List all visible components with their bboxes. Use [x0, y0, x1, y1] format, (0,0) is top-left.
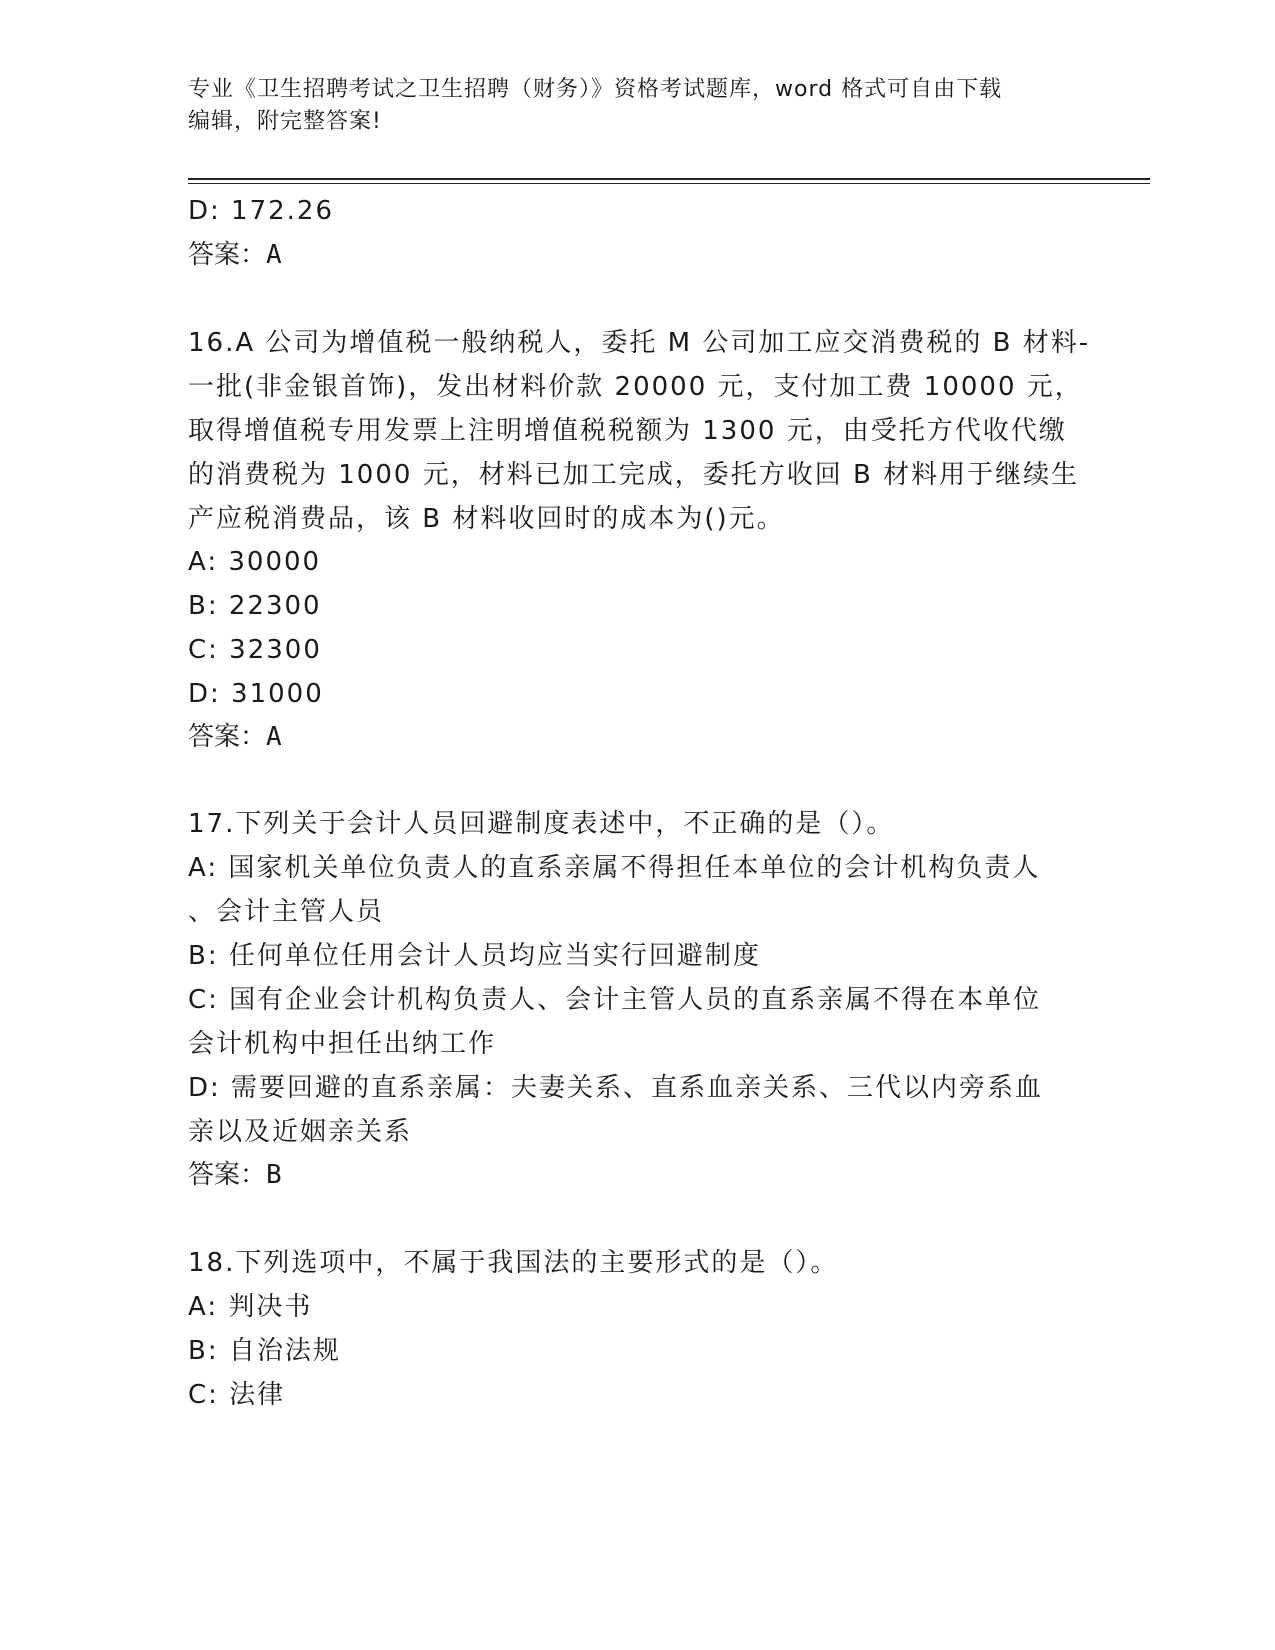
q15-answer [188, 238, 282, 272]
q18-option-a: A: 判决书 [188, 1292, 313, 1322]
q17-stem: 17.下列关于会计人员回避制度表述中，不正确的是（）。 [188, 809, 895, 839]
q17-answer [188, 1158, 282, 1192]
answer-value: B [266, 1160, 282, 1190]
answer-value: A [266, 722, 282, 752]
answer-label: 答案： [188, 1160, 267, 1190]
q17-option-line: 、会计主管人员 [188, 897, 385, 927]
q17-option-line: A: 国家机关单位负责人的直系亲属不得担任本单位的会计机构负责人 [188, 853, 1041, 883]
q17-option-line: 亲以及近姻亲关系 [188, 1117, 413, 1147]
q18-option-b: B: 自治法规 [188, 1336, 341, 1366]
q16-option-c: C: 32300 [188, 635, 322, 665]
header-line-2: 编辑，附完整答案! [188, 109, 382, 134]
page-header [188, 74, 1088, 138]
q16-answer [188, 720, 282, 754]
header-line-1: 专业《卫生招聘考试之卫生招聘（财务）》资格考试题库，word 格式可自由下载 [188, 77, 1003, 102]
q17-option-line: 会计机构中担任出纳工作 [188, 1029, 497, 1059]
answer-value: A [266, 240, 282, 270]
header-rule-thin [188, 183, 1150, 184]
answer-label: 答案： [188, 240, 267, 270]
answer-label: 答案： [188, 722, 267, 752]
header-rule-thick [188, 178, 1150, 180]
q16-stem-line: 16.A 公司为增值税一般纳税人，委托 M 公司加工应交消费税的 B 材料- [188, 328, 1091, 358]
q16-stem-line: 产应税消费品，该 B 材料收回时的成本为()元。 [188, 504, 785, 534]
q16-option-d: D: 31000 [188, 679, 324, 709]
q16-stem-line: 一批(非金银首饰)，发出材料价款 20000 元，支付加工费 10000 元， [188, 372, 1083, 402]
q18-option-c: C: 法律 [188, 1380, 286, 1410]
q17-option-line: C: 国有企业会计机构负责人、会计主管人员的直系亲属不得在本单位 [188, 985, 1042, 1015]
q16-stem-line: 取得增值税专用发票上注明增值税税额为 1300 元，由受托方代收代缴 [188, 416, 1067, 446]
q17-option-line: D: 需要回避的直系亲属：夫妻关系、直系血亲关系、三代以内旁系血 [188, 1073, 1044, 1103]
q15-option-d: D: 172.26 [188, 196, 335, 226]
q18-stem: 18.下列选项中，不属于我国法的主要形式的是（）。 [188, 1248, 839, 1278]
q16-option-b: B: 22300 [188, 591, 322, 621]
q16-stem-line: 的消费税为 1000 元，材料已加工完成，委托方收回 B 材料用于继续生 [188, 460, 1080, 490]
q17-option-line: B: 任何单位任用会计人员均应当实行回避制度 [188, 941, 761, 971]
q16-option-a: A: 30000 [188, 547, 322, 577]
